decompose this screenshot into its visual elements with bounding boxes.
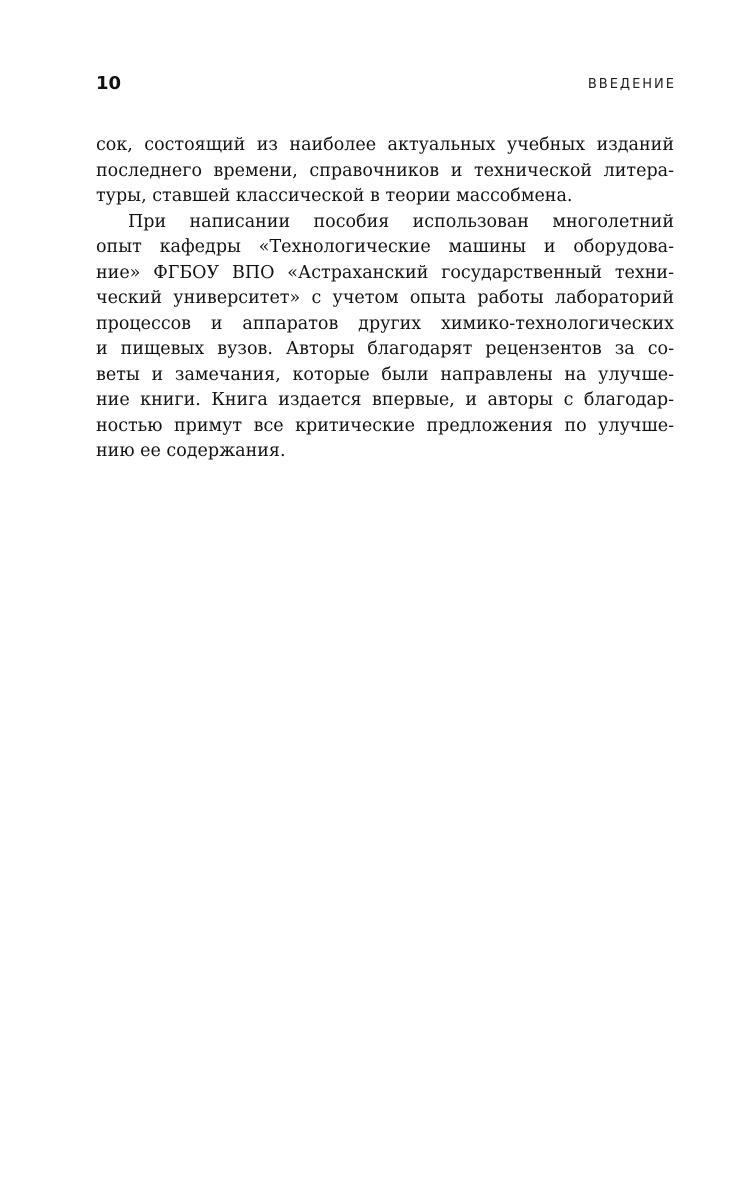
running-head: ВВЕДЕНИЕ	[587, 77, 676, 92]
body-text	[96, 133, 674, 465]
text-line: При написании пособия использован многолетний	[128, 211, 674, 232]
text-line: ческий университет» с учетом опыта работы лабораторий	[96, 288, 674, 308]
page-header	[96, 72, 676, 100]
text-line: туры, ставшей классической в теории массобмена.	[96, 186, 573, 206]
text-line: сок, состоящий из наиболее актуальных учебных изданий	[96, 135, 674, 155]
text-line: и пищевых вузов. Авторы благодарят рецензентов за со-	[96, 339, 674, 359]
paragraph-2	[96, 210, 674, 465]
paragraph-1	[96, 133, 674, 210]
text-line: ние» ФГБОУ ВПО «Астраханский государственный техни-	[96, 262, 674, 283]
page-number: 10	[96, 73, 122, 94]
text-line: опыт кафедры «Технологические машины и оборудова-	[96, 237, 674, 257]
text-line: ностью примут все критические предложения по улучше-	[96, 415, 674, 436]
text-line: нию ее содержания.	[96, 441, 286, 461]
text-line: последнего времени, справочников и технической литера-	[96, 160, 674, 181]
text-line: процессов и аппаратов других химико-технологических	[96, 313, 674, 334]
text-line: веты и замечания, которые были направлены на улучше-	[96, 364, 674, 385]
text-line: ние книги. Книга издается впервые, и авторы с благодар-	[96, 390, 674, 410]
